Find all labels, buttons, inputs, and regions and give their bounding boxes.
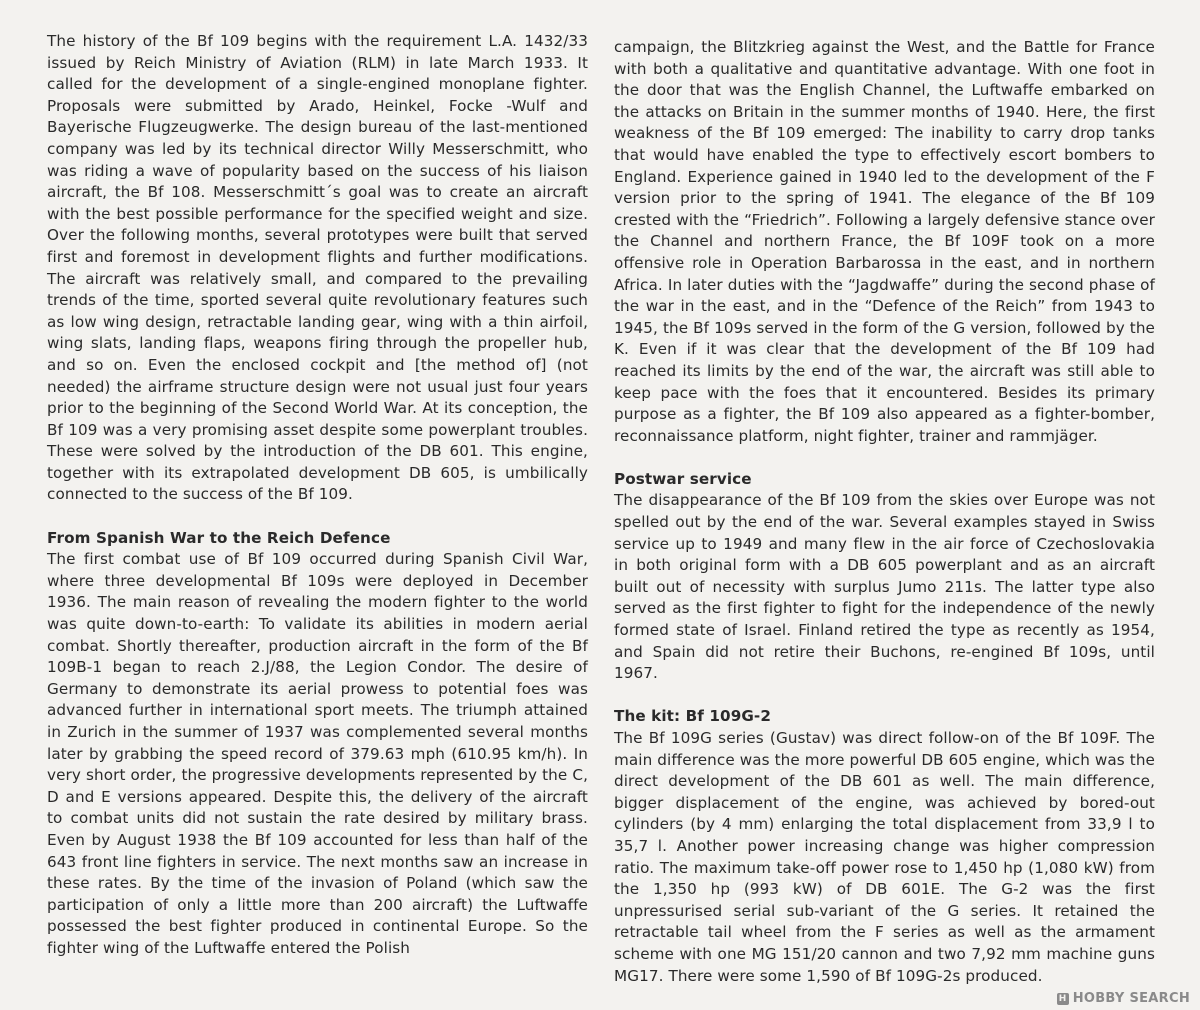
section-body-kit: The Bf 109G series (Gustav) was direct follow-on of the Bf 109F. The main difference was the more powerful DB 605 engine, which was the direct development of the DB 601 as well. The main difference, bigger displacement of the engine, was achieved by bored-out cylinders (by 4 mm) enlarging the total displacement from 33,9 l to 35,7 l. Another power increasing change was higher compression ratio. The maximum take-off power rose to 1,450 hp (1,080 kW) from the 1,350 hp (993 kW) of DB 601E. The G-2 was the first unpressurised serial sub-variant of the G series. It retained the retractable tail wheel from the F series as well as the armament scheme with one MG 151/20 cannon and two 7,92 mm machine guns MG17. There were some 1,590 of Bf 109G-2s produced. (614, 729, 1155, 985)
spacer (614, 447, 1155, 469)
section-heading-spanish-war: From Spanish War to the Reich Defence (47, 528, 391, 547)
continuation-paragraph: campaign, the Blitzkrieg against the West, and the Battle for France with both a qualitative and quantitative advantage. With one foot in the door that was the English Channel, the Luftwaffe embarked on the attacks on Britain in the summer months of 1940. Here, the first weakness of the Bf 109 emerged: The inability to carry drop tanks that would have enabled the type to effectively escort bombers to England. Experience gained in 1940 led to the development of the F version prior to the spring of 1941. The elegance of the Bf 109 crested with the “Friedrich”. Following a largely defensive stance over the Channel and northern France, the Bf 109F took on a more offensive role in Operation Barbarossa in the east, and in northern Africa. In later duties with the “Jagdwaffe” during the second phase of the war in the east, and in the “Defence of the Reich” from 1943 to 1945, the Bf 109s served in the form of the G version, followed by the K. Even if it was clear that the development of the Bf 109 had reached its limits by the end of the war, the aircraft was still able to keep pace with the foes that it encountered. Besides its primary purpose as a fighter, the Bf 109 also appeared as a fighter-bomber, reconnaissance platform, night fighter, trainer and rammjäger. (614, 38, 1155, 445)
spacer (614, 685, 1155, 707)
intro-paragraph: The history of the Bf 109 begins with the requirement L.A. 1432/33 issued by Reich Ministry of Aviation (RLM) in late March 1933. It called for the development of a single-engined monoplane fighter. Proposals were submitted by Arado, Heinkel, Focke -Wulf and Bayerische Flugzeugwerke. The design bureau of the last-mentioned company was led by its technical director Willy Messerschmitt, who was riding a wave of popularity based on the success of his liaison aircraft, the Bf 108. Messerschmitt´s goal was to create an aircraft with the best possible performance for the specified weight and size. Over the following months, several prototypes were built that served first and foremost in development flights and further modifications. The aircraft was relatively small, and compared to the prevailing trends of the time, sported several quite revolutionary features such as low wing design, retractable landing gear, wing with a thin airfoil, wing slats, landing flaps, weapons firing through the propeller hub, and so on. Even the enclosed cockpit and [the method of] (not needed) the airframe structure design were not usual just four years prior to the beginning of the Second World War. At its conception, the Bf 109 was a very promising asset despite some powerplant troubles. These were solved by the introduction of the DB 601. This engine, together with its extrapolated development DB 605, is umbilically connected to the success of the Bf 109. (47, 32, 588, 504)
spacer (47, 506, 588, 528)
hobby-search-watermark (1057, 991, 1190, 1006)
watermark-text: HOBBY SEARCH (1072, 991, 1190, 1006)
hobby-search-logo-icon: H (1057, 993, 1069, 1005)
section-body-postwar: The disappearance of the Bf 109 from the skies over Europe was not spelled out by the end of the war. Several examples stayed in Swiss service up to 1949 and many flew in the air force of Czechoslovakia in both original form with a DB 605 powerplant and as an aircraft built out of necessity with surplus Jumo 211s. The latter type also served as the first fighter to fight for the independence of the newly formed state of Israel. Finland retired the type as recently as 1954, and Spain did not retire their Buchons, re-engined Bf 109s, until 1967. (614, 491, 1155, 683)
right-column (614, 37, 1155, 987)
section-body-spanish-war: The first combat use of Bf 109 occurred during Spanish Civil War, where three developmental Bf 109s were deployed in December 1936. The main reason of revealing the modern fighter to the world was quite down-to-earth: To validate its abilities in modern aerial combat. Shortly thereafter, production aircraft in the form of the Bf 109B-1 began to reach 2.J/88, the Legion Condor. The desire of Germany to demonstrate its aerial prowess to potential foes was advanced further in international sport meets. The triumph attained in Zurich in the summer of 1937 was complemented several months later by grabbing the speed record of 379.63 mph (610.95 km/h). In very short order, the progressive developments represented by the C, D and E versions appeared. Despite this, the delivery of the aircraft to combat units did not sustain the rate desired by military brass. Even by August 1938 the Bf 109 accounted for less than half of the 643 front line fighters in service. The next months saw an increase in these rates. By the time of the invasion of Poland (which saw the participation of only a little more than 200 aircraft) the Luftwaffe possessed the best fighter produced in continental Europe. So the fighter wing of the Luftwaffe entered the Polish (47, 550, 588, 957)
section-heading-postwar: Postwar service (614, 469, 752, 488)
left-column (47, 31, 588, 960)
section-heading-kit: The kit: Bf 109G-2 (614, 707, 771, 726)
